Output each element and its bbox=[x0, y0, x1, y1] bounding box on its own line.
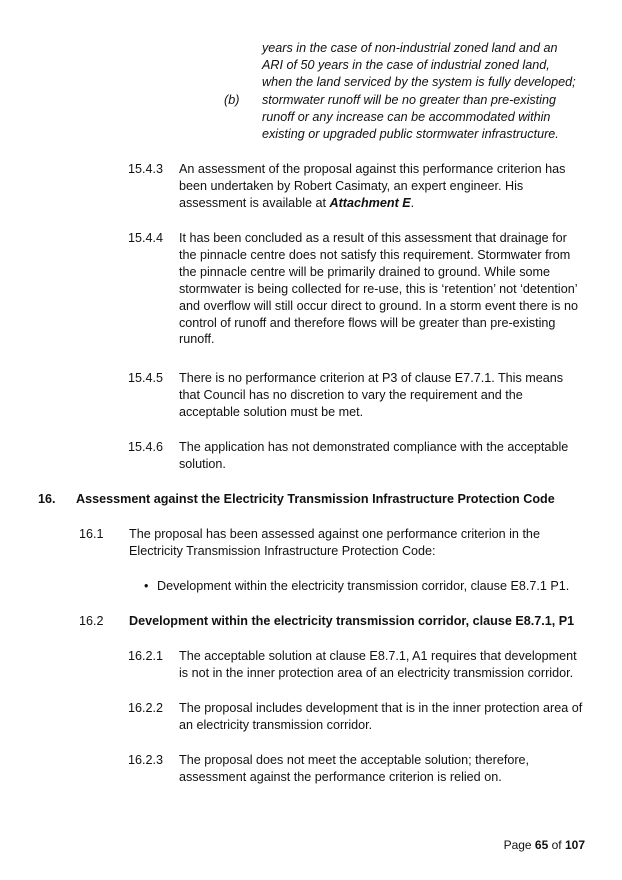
item-b-text bbox=[262, 92, 559, 143]
text-span: . bbox=[410, 195, 415, 210]
subsection-heading: Development within the electricity transmission corridor, clause E8.7.1, P1 bbox=[129, 614, 575, 628]
footer-prefix: Page bbox=[503, 838, 535, 852]
text-line: when the land serviced by the system is fully developed; bbox=[262, 74, 576, 89]
text-line: existing or upgraded public stormwater infrastructure. bbox=[262, 126, 559, 141]
text-line: An assessment of the proposal against this performance criterion has bbox=[179, 162, 566, 176]
text-line: runoff or any increase can be accommodated within bbox=[262, 109, 551, 124]
text-line: the pinnacle centre will be primarily drained to ground. While some bbox=[179, 264, 550, 279]
text-line: been undertaken by Robert Casimaty, an expert engineer. His bbox=[179, 178, 524, 193]
text-line: The proposal has been assessed against one performance criterion in the bbox=[129, 527, 540, 541]
paragraph-number: 16.2.1 bbox=[128, 649, 164, 663]
text-line: The proposal includes development that is in the inner protection area of bbox=[179, 701, 583, 715]
text-line: The proposal does not meet the acceptable solution; therefore, bbox=[179, 753, 530, 767]
paragraph-16-2-3 bbox=[179, 752, 529, 786]
section-number: 16. bbox=[38, 492, 56, 506]
section-heading: Assessment against the Electricity Transmission Infrastructure Protection Code bbox=[76, 492, 555, 506]
text-line: ARI of 50 years in the case of industrial zoned land, bbox=[262, 57, 550, 72]
continuation-text bbox=[262, 40, 576, 91]
paragraph-16-1 bbox=[129, 526, 540, 560]
paragraph-number: 16.2.3 bbox=[128, 753, 164, 767]
text-line: stormwater runoff will be no greater than pre-existing bbox=[262, 93, 556, 107]
page-footer bbox=[504, 838, 585, 852]
text-line: is not in the inner protection area of an electricity transmission corridor. bbox=[179, 665, 574, 680]
bullet-symbol: • bbox=[144, 579, 149, 593]
footer-middle: of bbox=[548, 838, 565, 852]
text-line: an electricity transmission corridor. bbox=[179, 717, 373, 732]
paragraph-number: 15.4.5 bbox=[128, 371, 164, 385]
paragraph-16-2-1 bbox=[179, 648, 577, 682]
paragraph-15-4-3 bbox=[179, 161, 565, 212]
text-line: and overflow will still occur direct to ground. In a storm event there is no bbox=[179, 298, 578, 313]
paragraph-15-4-4 bbox=[179, 230, 578, 348]
text-line: the pinnacle centre does not satisfy this requirement. Stormwater from bbox=[179, 247, 571, 262]
paragraph-number: 16.2.2 bbox=[128, 701, 164, 715]
text-line: There is no performance criterion at P3 of clause E7.7.1. This means bbox=[179, 371, 564, 385]
paragraph-16-2-2 bbox=[179, 700, 582, 734]
paragraph-number: 16.1 bbox=[79, 527, 104, 541]
text-line bbox=[179, 195, 565, 212]
text-line: stormwater is being collected for re-use, this is ‘retention’ not ‘detention’ bbox=[179, 281, 578, 296]
text-span: assessment is available at bbox=[179, 195, 330, 210]
paragraph-15-4-6 bbox=[179, 439, 568, 473]
paragraph-number: 15.4.3 bbox=[128, 162, 164, 176]
bullet-text: Development within the electricity transmission corridor, clause E8.7.1 P1. bbox=[157, 579, 570, 593]
paragraph-15-4-5 bbox=[179, 370, 563, 421]
text-line: control of runoff and therefore flows will be greater than pre-existing bbox=[179, 315, 556, 330]
text-line: Electricity Transmission Infrastructure Protection Code: bbox=[129, 543, 436, 558]
text-line: acceptable solution must be met. bbox=[179, 404, 364, 419]
text-line: that Council has no discretion to vary the requirement and the bbox=[179, 387, 523, 402]
attachment-reference: Attachment E bbox=[329, 195, 411, 210]
text-line: years in the case of non-industrial zoned land and an bbox=[262, 41, 558, 55]
paragraph-number: 16.2 bbox=[79, 614, 104, 628]
current-page-number: 65 bbox=[534, 838, 549, 852]
paragraph-number: 15.4.4 bbox=[128, 231, 164, 245]
total-pages: 107 bbox=[564, 838, 585, 852]
item-b-marker: (b) bbox=[224, 93, 240, 107]
text-line: assessment against the performance criterion is relied on. bbox=[179, 769, 502, 784]
text-line: solution. bbox=[179, 456, 226, 471]
paragraph-number: 15.4.6 bbox=[128, 440, 164, 454]
text-line: The acceptable solution at clause E8.7.1, A1 requires that development bbox=[179, 649, 577, 663]
text-line: The application has not demonstrated compliance with the acceptable bbox=[179, 440, 569, 454]
text-line: It has been concluded as a result of this assessment that drainage for bbox=[179, 231, 567, 245]
text-line: runoff. bbox=[179, 332, 215, 347]
